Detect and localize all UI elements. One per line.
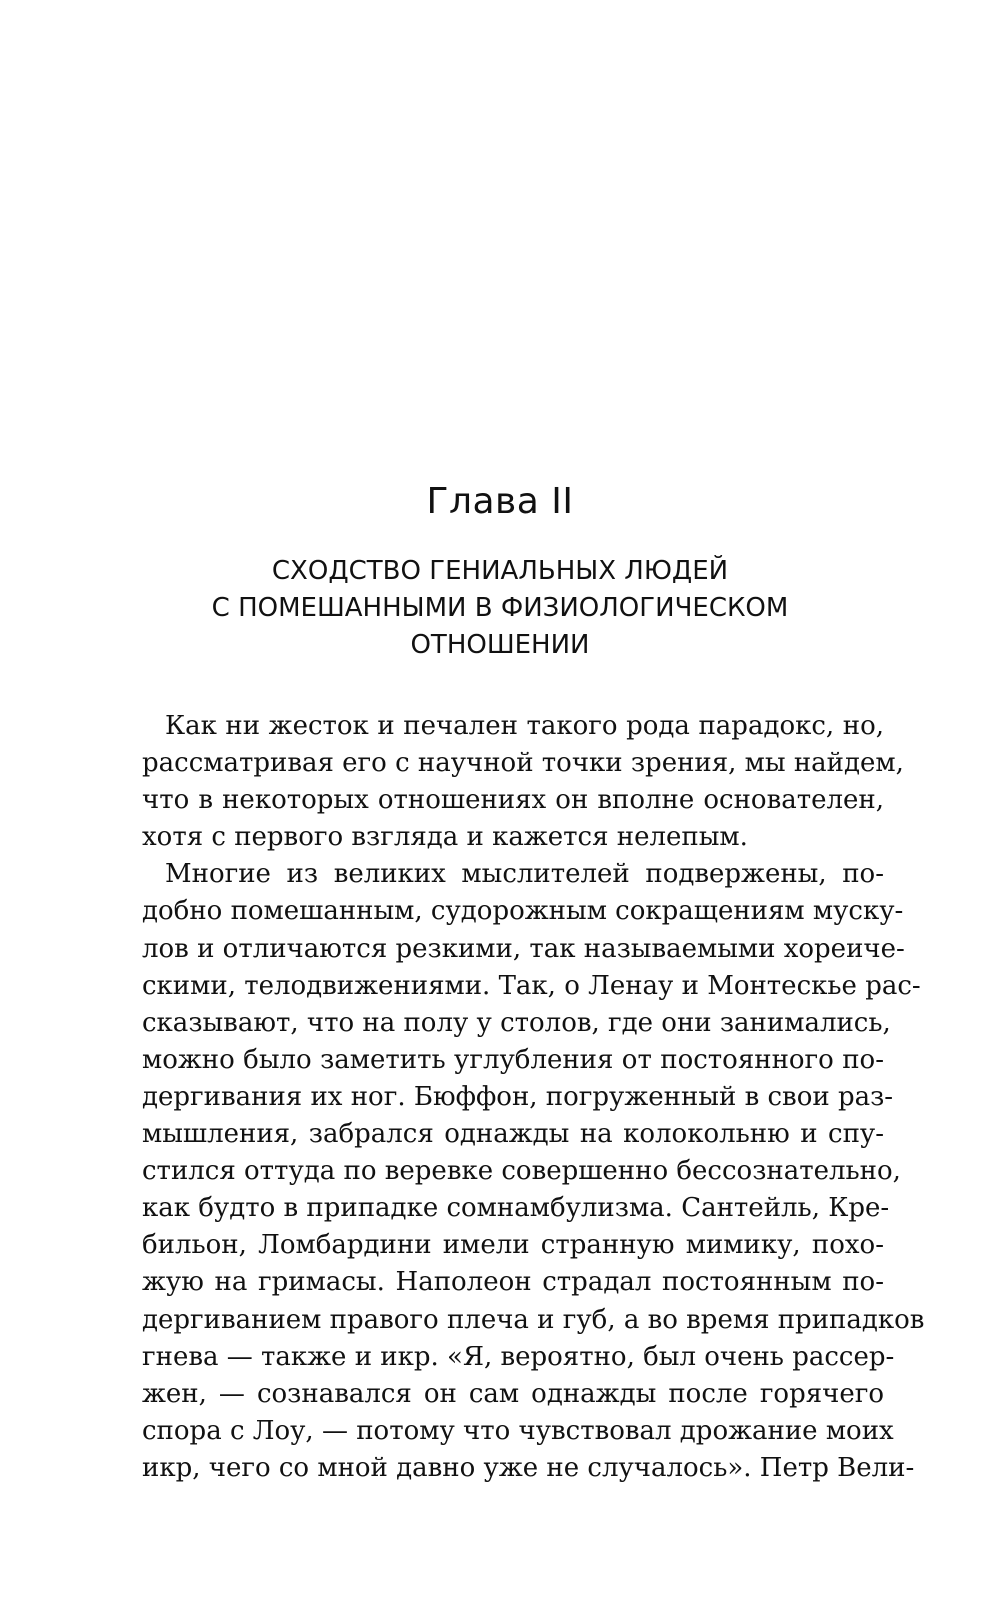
text-line: жен, — сознавался он сам однажды после горячего: [142, 1378, 884, 1409]
paragraph-1: [142, 708, 904, 856]
text-line: жую на гримасы. Наполеон страдал постоянным по-: [142, 1267, 884, 1298]
text-line: икр, чего со мной давно уже не случалось». Петр Вели-: [142, 1452, 915, 1483]
text-line: скими, телодвижениями. Так, о Ленау и Монтескье рас-: [142, 970, 921, 1001]
text-line: стился оттуда по веревке совершенно бессознательно,: [142, 1156, 901, 1187]
text-line: дергиванием правого плеча и губ, а во время припадков: [142, 1304, 925, 1335]
text-line: рассматривая его с научной точки зрения, мы найдем,: [142, 748, 904, 779]
text-line: бильон, Ломбардини имели странную мимику, похо-: [142, 1230, 884, 1261]
text-line: добно помешанным, судорожным сокращениям муску-: [142, 896, 904, 927]
chapter-subtitle-line: С ПОМЕШАННЫМИ В ФИЗИОЛОГИЧЕСКОМ: [211, 593, 789, 623]
text-line: дергивания их ног. Бюффон, погруженный в свои раз-: [142, 1081, 894, 1112]
text-line: что в некоторых отношениях он вполне основателен,: [142, 785, 884, 816]
text-line: мышления, забрался однажды на колокольню и спу-: [142, 1119, 884, 1150]
body-text: [142, 708, 925, 1487]
chapter-title: Глава II: [426, 481, 574, 522]
text-line: гнева — также и икр. «Я, вероятно, был очень рассер-: [142, 1341, 895, 1372]
text-line: спора с Лоу, — потому что чувствовал дрожание моих: [142, 1415, 894, 1446]
text-line: как будто в припадке сомнамбулизма. Сантейль, Кре-: [142, 1193, 890, 1224]
text-line: лов и отличаются резкими, так называемыми хореиче-: [142, 933, 905, 964]
chapter-subtitle: [0, 553, 1000, 664]
chapter-subtitle-line: СХОДСТВО ГЕНИАЛЬНЫХ ЛЮДЕЙ: [271, 556, 729, 586]
text-line: можно было заметить углубления от постоянного по-: [142, 1044, 884, 1075]
text-line: хотя с первого взгляда и кажется нелепым.: [142, 822, 748, 853]
paragraph-2: [142, 856, 925, 1487]
text-line: Многие из великих мыслителей подвержены, по-: [165, 859, 884, 890]
chapter-subtitle-line: ОТНОШЕНИИ: [410, 630, 590, 660]
text-line: Как ни жесток и печален такого рода парадокс, но,: [165, 711, 884, 741]
text-line: сказывают, что на полу у столов, где они занимались,: [142, 1007, 891, 1038]
